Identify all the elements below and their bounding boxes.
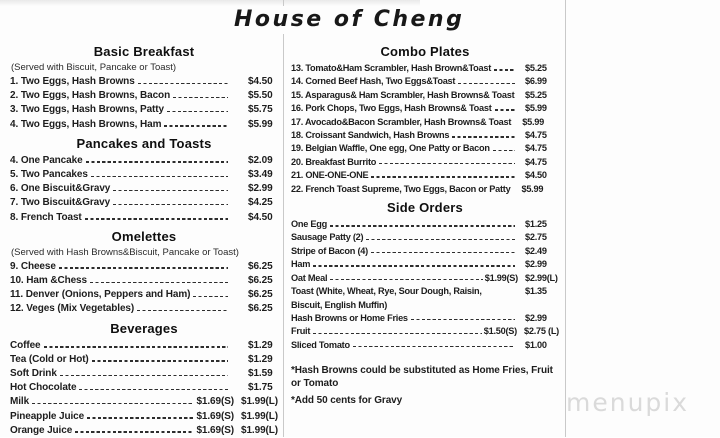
- right-column: [291, 44, 559, 408]
- menu-item-row: [10, 211, 278, 225]
- item-price: $1.29: [248, 353, 273, 365]
- item-label: 13. Tomato&Ham Scrambler, Hash Brown&Toast: [291, 63, 492, 73]
- item-label: Hash Browns or Home Fries: [291, 312, 408, 323]
- item-label: 15. Asparagus& Ham Scrambler, Hash Browns& Toast: [291, 89, 515, 100]
- menu-item-row: [291, 169, 559, 182]
- section-rows: [10, 75, 278, 132]
- menu-item-row: [291, 89, 559, 102]
- item-label: Milk: [10, 396, 30, 408]
- item-price: $5.75: [248, 104, 273, 116]
- section-rows: [291, 62, 559, 196]
- menu-item-row: [10, 302, 278, 316]
- dash-leader: [85, 213, 228, 222]
- item-label: Soft Drink: [10, 368, 57, 380]
- item-label: 14. Corned Beef Hash, Two Eggs&Toast: [291, 76, 456, 87]
- item-label: 22. French Toast Supreme, Two Eggs, Bacon or Patty: [291, 183, 511, 194]
- menu-item-row: [10, 89, 278, 103]
- menu-item-row: [10, 353, 278, 367]
- dash-leader: [138, 78, 228, 87]
- item-label: 7. Two Biscuit&Gravy: [10, 197, 111, 209]
- item-price: $4.75: [525, 143, 547, 154]
- item-price: $6.25: [248, 289, 273, 301]
- dash-leader: [137, 305, 228, 314]
- item-price-small: $1.50(S): [483, 326, 517, 337]
- item-label: 3. Two Eggs, Hash Browns, Patty: [10, 104, 164, 116]
- menu-item-row: [10, 274, 278, 288]
- menu-item-row: [291, 325, 559, 338]
- section-note: (Served with Hash Browns&Biscuit, Pancake or Toast): [11, 246, 239, 258]
- menu-item-row: [10, 410, 278, 424]
- item-price: $5.99: [248, 118, 273, 130]
- menu-item-row: [10, 367, 278, 381]
- section-heading: Basic Breakfast: [93, 44, 195, 59]
- dash-leader: [411, 314, 515, 323]
- dash-leader: [92, 355, 228, 364]
- menu-item-row: [291, 116, 559, 129]
- menu-section: [10, 321, 278, 438]
- item-price: $6.25: [248, 303, 273, 315]
- item-price: $1.29: [248, 339, 273, 351]
- section-heading: Side Orders: [387, 200, 463, 216]
- item-label: Ham: [291, 259, 311, 270]
- item-price: $1.00: [525, 339, 547, 350]
- dash-leader: [60, 370, 228, 379]
- item-label: 16. Pork Chops, Two Eggs, Hash Browns& Toast: [291, 103, 492, 114]
- item-price: $6.99: [525, 76, 547, 87]
- menu-section: [10, 136, 278, 225]
- section-heading: Beverages: [110, 320, 178, 336]
- item-price: $5.25: [525, 63, 547, 73]
- menu-item-row: [10, 196, 278, 210]
- item-label: One Egg: [291, 219, 328, 230]
- dash-leader: [91, 171, 228, 180]
- watermark: menupix: [566, 388, 690, 417]
- dash-leader: [371, 247, 515, 256]
- item-price: $2.09: [248, 154, 273, 166]
- item-label: Orange Juice: [10, 424, 73, 436]
- item-price: $5.99: [525, 103, 547, 114]
- item-price: $1.35: [525, 286, 547, 297]
- menu-item-row: [10, 260, 278, 274]
- item-price-small: $1.69(S): [196, 410, 234, 422]
- dash-leader: [90, 277, 228, 286]
- item-price: $3.49: [248, 169, 273, 181]
- item-label: 19. Belgian Waffle, One egg, One Patty or Bacon: [291, 143, 490, 154]
- dash-leader: [330, 274, 482, 283]
- menu-item-row: [291, 156, 559, 169]
- item-label: 20. Breakfast Burrito: [291, 156, 377, 167]
- item-price: $2.99: [248, 183, 273, 195]
- section-rows: [291, 218, 559, 352]
- item-price: $5.50: [248, 90, 273, 102]
- item-price: $2.99: [525, 259, 547, 270]
- dash-leader: [86, 156, 228, 165]
- item-price: $6.25: [248, 275, 273, 287]
- section-heading: Omelettes: [111, 228, 177, 244]
- menu-item-row: [10, 103, 278, 117]
- dash-leader: [366, 234, 515, 243]
- item-label: Hot Chocolate: [10, 382, 77, 394]
- item-label: Fruit: [291, 326, 311, 337]
- menu-item-row: [291, 285, 559, 312]
- item-price-small: $1.99(S): [484, 272, 518, 283]
- item-price: $5.99: [521, 183, 544, 194]
- item-label: 2. Two Eggs, Hash Browns, Bacon: [10, 90, 171, 102]
- menu-item-row: [291, 218, 559, 231]
- menu-item-row: [291, 62, 559, 75]
- item-price: $4.50: [525, 170, 547, 181]
- dash-leader: [173, 92, 228, 101]
- column-divider-left: [283, 0, 284, 437]
- dash-leader: [167, 106, 228, 115]
- item-label: Tea (Cold or Hot): [10, 353, 89, 365]
- item-label: 11. Denver (Onions, Peppers and Ham): [10, 289, 191, 301]
- dash-leader: [193, 291, 228, 300]
- dash-leader: [458, 78, 515, 87]
- menu-item-row: [291, 183, 559, 196]
- menu-section: [291, 200, 559, 352]
- restaurant-title: House of Cheng: [226, 6, 472, 34]
- dash-leader: [379, 158, 515, 167]
- item-label: Oat Meal: [291, 272, 328, 283]
- dash-leader: [330, 220, 515, 229]
- menu-item-row: [291, 142, 559, 155]
- item-price: $1.75: [248, 382, 273, 394]
- menu-item-row: [291, 231, 559, 244]
- section-heading: Combo Plates: [380, 44, 470, 59]
- section-rows: [10, 260, 278, 317]
- dash-leader: [514, 118, 516, 127]
- menu-item-row: [291, 272, 559, 285]
- item-label: 8. French Toast: [10, 211, 82, 223]
- item-label: 21. ONE-ONE-ONE: [291, 170, 369, 181]
- item-price-small: $1.69(S): [196, 424, 234, 436]
- footnote: *Hash Browns could be substituted as Home Fries, Fruit or Tomato: [291, 365, 553, 389]
- item-label: Coffee: [10, 339, 41, 351]
- dash-leader: [313, 260, 515, 269]
- menu-item-row: [291, 312, 559, 325]
- item-price: $2.49: [525, 245, 547, 256]
- section-note: (Served with Biscuit, Pancake or Toast): [11, 62, 177, 73]
- dash-leader: [59, 262, 228, 271]
- item-price: $4.50: [248, 76, 273, 87]
- left-column: [10, 44, 278, 438]
- menu-item-row: [10, 381, 278, 395]
- dash-leader: [513, 185, 515, 194]
- item-label: 4. One Pancake: [10, 154, 83, 166]
- menu-item-row: [291, 102, 559, 115]
- menu-item-row: [10, 182, 278, 196]
- item-price: $4.75: [525, 156, 547, 167]
- menu-item-row: [291, 245, 559, 258]
- menu-item-row: [10, 395, 278, 409]
- menu-item-row: [291, 258, 559, 271]
- item-price: $5.25: [525, 89, 547, 100]
- item-label: 1. Two Eggs, Hash Browns: [10, 76, 135, 87]
- item-price: $4.25: [248, 197, 273, 209]
- item-price: $1.59: [248, 368, 273, 380]
- section-rows: [10, 154, 278, 225]
- section-heading: Pancakes and Toasts: [76, 135, 212, 151]
- menu-item-row: [291, 129, 559, 142]
- item-label: Stripe of Bacon (4): [291, 245, 368, 256]
- item-label: 5. Two Pancakes: [10, 169, 88, 181]
- dash-leader: [32, 398, 194, 407]
- item-price-small: $1.69(S): [196, 396, 234, 408]
- item-label: 4. Two Eggs, Hash Browns, Ham: [10, 118, 162, 130]
- item-label: 10. Ham &Chess: [10, 275, 87, 287]
- dash-leader: [113, 185, 228, 194]
- item-label: Pineapple Juice: [10, 410, 85, 422]
- menu-item-row: [10, 288, 278, 302]
- item-label: 17. Avocado&Bacon Scrambler, Hash Browns& Toast: [291, 116, 512, 127]
- menu-item-row: [10, 339, 278, 353]
- item-price: $1.99(L): [241, 396, 278, 408]
- item-price: $5.99: [522, 116, 544, 127]
- item-price: $4.75: [525, 130, 547, 141]
- item-label: 18. Croissant Sandwich, Hash Browns: [291, 130, 450, 141]
- dash-leader: [313, 328, 482, 337]
- menu-item-row: [10, 118, 278, 132]
- dash-leader: [517, 91, 519, 100]
- dash-leader: [75, 426, 194, 435]
- item-price: $2.99(L): [525, 272, 558, 283]
- dash-leader: [493, 145, 515, 154]
- dash-leader: [452, 131, 515, 140]
- menu-item-row: [10, 168, 278, 182]
- menu-section: [291, 44, 559, 196]
- dash-leader: [113, 199, 228, 208]
- menu-item-row: [10, 154, 278, 168]
- item-label: Sausage Patty (2): [291, 232, 364, 243]
- item-price: $2.99: [525, 312, 547, 323]
- menu-item-row: [291, 339, 559, 352]
- dash-leader: [87, 412, 194, 421]
- item-price: $1.99(L): [241, 410, 278, 422]
- section-rows: [10, 339, 278, 438]
- menu-section: [10, 44, 278, 132]
- footnote: *Add 50 cents for Gravy: [291, 395, 403, 407]
- dash-leader: [495, 104, 515, 113]
- item-label: 12. Veges (Mix Vegetables): [10, 303, 135, 315]
- dash-leader: [164, 120, 228, 129]
- menu-section: [10, 229, 278, 317]
- column-divider-right: [565, 0, 566, 437]
- menu-item-row: [291, 75, 559, 88]
- dash-leader: [44, 341, 228, 350]
- item-price: $6.25: [248, 260, 273, 272]
- dash-leader: [79, 384, 228, 393]
- menu-item-row: [10, 424, 278, 438]
- dash-leader: [371, 171, 515, 180]
- item-price: $2.75: [525, 232, 547, 243]
- item-price: $4.50: [248, 211, 273, 223]
- item-label: Sliced Tomato: [291, 339, 350, 350]
- item-price: $1.99(L): [241, 424, 278, 436]
- menu-item-row: [10, 75, 278, 89]
- item-label: 6. One Biscuit&Gravy: [10, 183, 111, 195]
- item-label: 9. Cheese: [10, 260, 56, 272]
- item-price: $2.75 (L): [523, 326, 559, 337]
- item-price: $1.25: [525, 219, 547, 230]
- dash-leader: [353, 341, 515, 350]
- item-label: Toast (White, Wheat, Rye, Sour Dough, Raisin, Biscuit, English Muffin): [291, 286, 482, 310]
- dash-leader: [494, 64, 515, 73]
